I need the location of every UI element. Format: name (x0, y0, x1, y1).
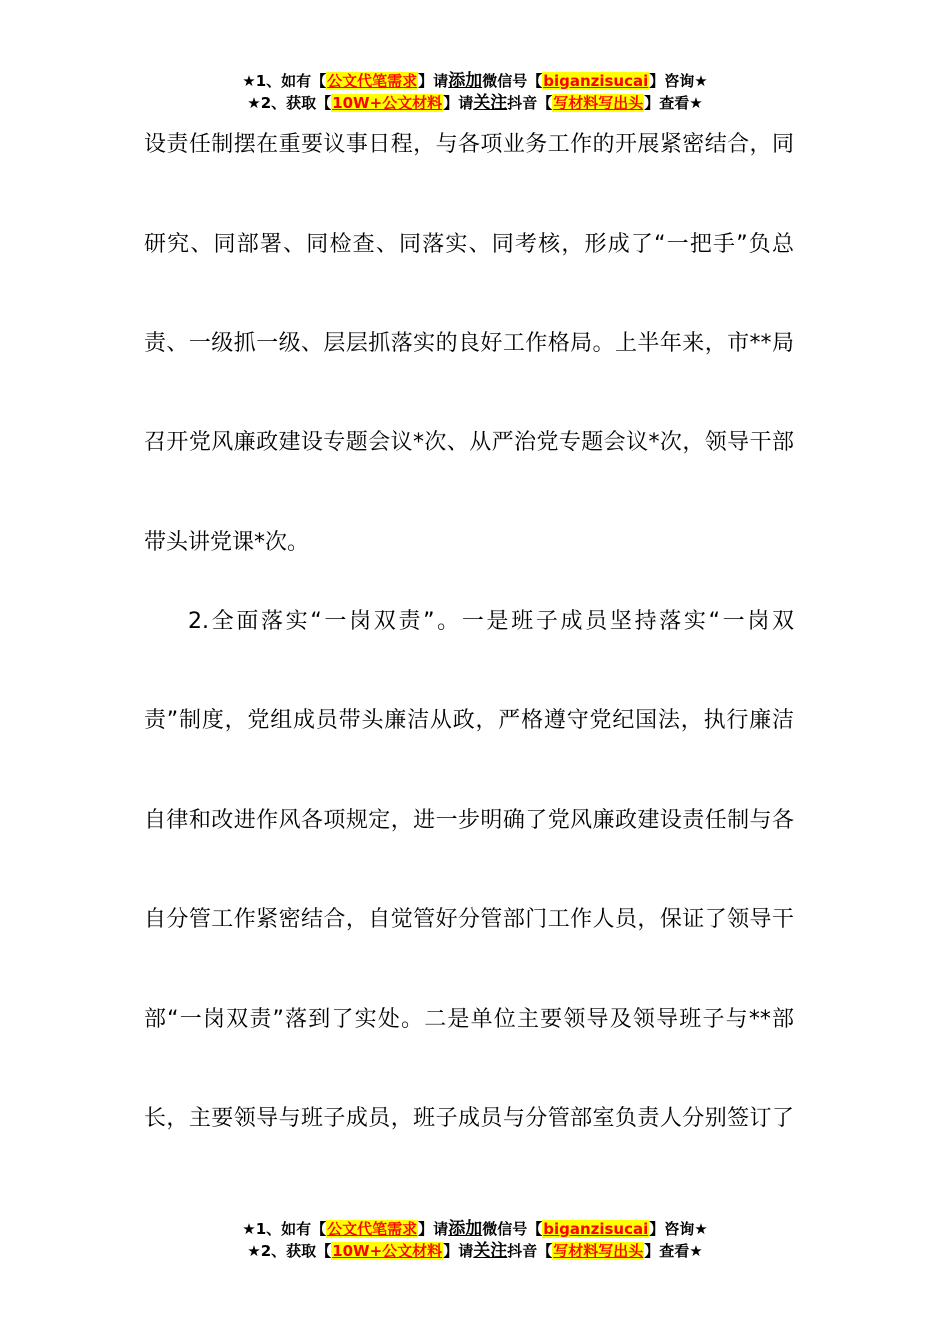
highlight-douyin-account: 写材料写出头 (553, 1242, 644, 1260)
banner-text: 】请 (418, 1220, 449, 1238)
banner-text: 】查看★ (644, 94, 703, 112)
highlight-service: 公文代笔需求 (327, 1220, 418, 1238)
banner-line-2 (0, 1240, 950, 1262)
banner-line-1 (0, 70, 950, 92)
banner-text: 微信号【 (482, 72, 543, 90)
banner-text: 】请 (443, 1242, 474, 1260)
banner-text: ★1、如有【 (242, 72, 327, 90)
banner-emphasis: 添加 (448, 71, 483, 91)
body-line: 带头讲党课*次。 (144, 530, 310, 555)
body-line: 自分管工作紧密结合，自觉管好分管部门工作人员，保证了领导干 (144, 907, 794, 932)
banner-text: ★2、获取【 (247, 1242, 332, 1260)
banner-text: ★1、如有【 (242, 1220, 327, 1238)
banner-line-1 (0, 1218, 950, 1240)
body-line: 召开党风廉政建设专题会议*次、从严治党专题会议*次，领导干部 (144, 430, 794, 455)
highlight-wechat-id: biganzisucai (543, 72, 649, 90)
header-banner (0, 70, 950, 114)
body-line: 研究、同部署、同检查、同落实、同考核，形成了“一把手”负总 (144, 232, 794, 257)
highlight-wechat-id: biganzisucai (543, 1220, 649, 1238)
banner-text: 】查看★ (644, 1242, 703, 1260)
body-line: 2.全面落实“一岗双责”。一是班子成员坚持落实“一岗双 (188, 609, 794, 634)
highlight-materials: 10W+公文材料 (332, 1242, 443, 1260)
body-line: 长，主要领导与班子成员，班子成员与分管部室负责人分别签订了 (144, 1106, 794, 1131)
banner-line-2 (0, 92, 950, 114)
banner-text: 微信号【 (482, 1220, 543, 1238)
highlight-service: 公文代笔需求 (327, 72, 418, 90)
highlight-materials: 10W+公文材料 (332, 94, 443, 112)
banner-text: 抖音【 (507, 94, 553, 112)
body-line: 责、一级抓一级、层层抓落实的良好工作格局。上半年来，市**局 (144, 331, 794, 356)
banner-text: 】请 (443, 94, 474, 112)
banner-emphasis: 关注 (473, 93, 508, 113)
banner-emphasis: 关注 (473, 1241, 508, 1261)
banner-emphasis: 添加 (448, 1219, 483, 1239)
body-line: 自律和改进作风各项规定，进一步明确了党风廉政建设责任制与各 (144, 808, 794, 833)
highlight-douyin-account: 写材料写出头 (553, 94, 644, 112)
banner-text: 抖音【 (507, 1242, 553, 1260)
banner-text: 】咨询★ (649, 72, 708, 90)
body-line: 部“一岗双责”落到了实处。二是单位主要领导及领导班子与**部 (144, 1007, 795, 1032)
banner-text: 】咨询★ (649, 1220, 708, 1238)
body-line: 设责任制摆在重要议事日程，与各项业务工作的开展紧密结合，同 (144, 132, 794, 157)
banner-text: ★2、获取【 (247, 94, 332, 112)
banner-text: 】请 (418, 72, 449, 90)
body-line: 责”制度，党组成员带头廉洁从政，严格遵守党纪国法，执行廉洁 (144, 708, 794, 733)
footer-banner (0, 1218, 950, 1262)
